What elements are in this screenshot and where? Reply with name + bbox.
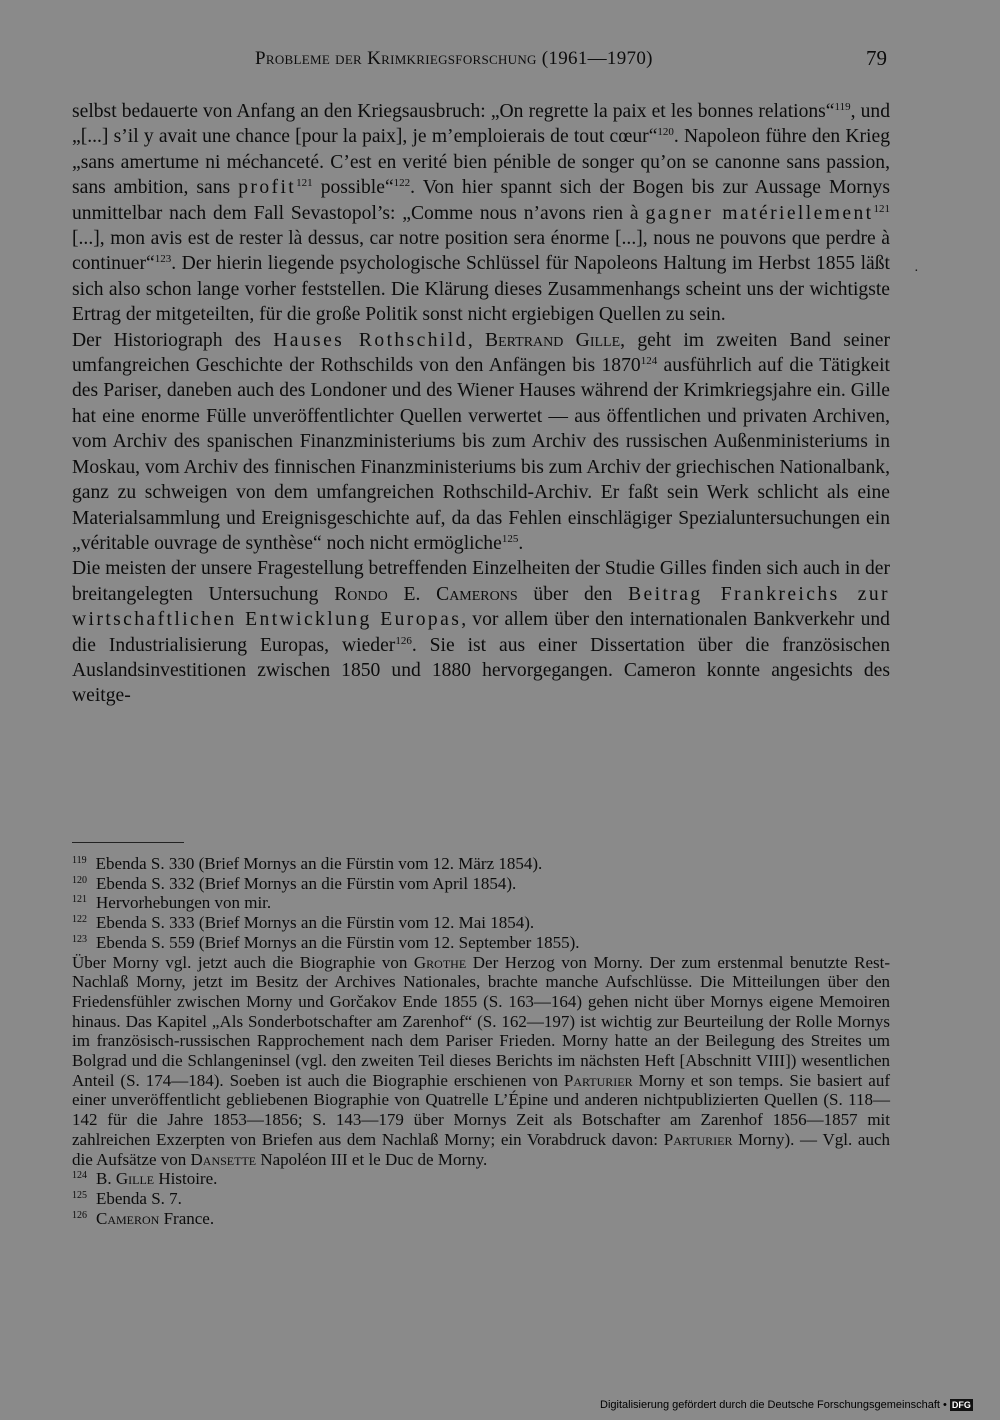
text-run: possible“ — [312, 177, 394, 199]
paragraph-2 — [72, 328, 890, 557]
emphasized-text: Beitrag Frankreichs zur wirtschaftlichen Entwicklung Europas — [72, 583, 890, 631]
footnote-124 — [72, 1169, 890, 1189]
footnote-text: Histoire. — [154, 1169, 218, 1189]
author-name: Parturier — [563, 1070, 633, 1090]
footnote-text: Morny). — Vgl. auch die Aufsätze von — [72, 1129, 890, 1169]
author-name: Cameron — [96, 1208, 160, 1228]
margin-mark: · — [914, 264, 919, 279]
digitization-credit — [600, 1399, 973, 1411]
footnote-number: 121 — [72, 894, 87, 906]
paragraph-1 — [72, 99, 890, 328]
text-run: . — [518, 532, 524, 554]
footnote-119 — [72, 854, 890, 874]
text-run: . Von hier spannt sich der Bogen bis zur Aussage Mornys unmittelbar nach dem Fall Sevastopol’s: „Comme nous n’avons rien à — [72, 177, 890, 224]
footnote-ref[interactable]: 124 — [640, 355, 658, 368]
footnote-text: Ebenda S. 333 (Brief Mornys an die Fürstin vom 12. Mai 1854). — [96, 913, 535, 933]
text-run: ausführlich auf die Tätigkeit des Pariser, daneben auch des Londoner und des Wiener Hauses während der Krimkriegsjahre ein. Gille hat eine enorme Fülle unveröffentlichter Quellen verwertet — aus öffentlichen und privaten Archiven, vom Archiv des spanischen Finanzministeriums bis zum Archiv des russischen Außenministeriums in Moskau, vom Archiv des finnischen Finanzministeriums bis zum Archiv der griechischen Nationalbank, ganz zu schweigen von dem umfangreichen Rothschild-Archiv. Er faßt sein Werk schlicht als eine Materialsammlung und Ereignisgeschichte auf, da das Fehlen einschlägiger Spezialuntersuchungen ein „véritable ouvrage de synthèse“ noch nicht ermögliche — [72, 355, 890, 554]
author-name: Parturier — [663, 1129, 733, 1149]
text-run: . Sie ist aus einer Dissertation über die französischen Auslandsinvestitionen zwischen 1850 und 1880 hervorgegangen. Cameron konnte angesichts des weitge- — [72, 634, 890, 707]
footnote-122 — [72, 913, 890, 933]
text-run: , geht im zweiten Band seiner umfangreichen Geschichte der Rothschilds von den Anfängen bis 1870 — [72, 329, 890, 377]
footnote-126 — [72, 1209, 890, 1229]
text-run: Der Historiograph des — [72, 329, 274, 351]
footnote-number: 125 — [72, 1189, 87, 1201]
footnote-divider — [72, 842, 184, 843]
footnote-number: 122 — [72, 914, 87, 926]
footnote-number: 123 — [72, 933, 87, 945]
author-name: Grothe — [413, 952, 467, 972]
footnote-text: Morny et son temps. Sie basiert auf einer unveröffentlicht gebliebenen Biographie von Quatrelle L’Épine und anderen nichtpublizierten Quellen (S. 118—142 für die Jahre 1853—1856; S. 143—179 über Mornys Zeit als Botschafter am Zarenhof 1856—1857 mit zahlreichen Exzerpten von Briefen aus dem Nachlaß Morny; ein Vorabdruck davon: — [72, 1070, 890, 1149]
footnote-120 — [72, 874, 890, 894]
emphasized-text: Hauses Rothschild — [273, 329, 468, 351]
footnote-121 — [72, 893, 890, 913]
page-number: 79 — [866, 46, 887, 70]
author-name: Dansette — [190, 1149, 257, 1169]
emphasized-text: profit — [238, 177, 297, 199]
text-run: , — [467, 329, 486, 351]
text-run: , vor allem über den internationalen Bankverkehr und die Industrialisierung Europas, wieder — [72, 609, 890, 656]
paragraph-3 — [72, 556, 890, 708]
footnote-number: 119 — [72, 855, 87, 866]
footnote-text: Ebenda S. 330 (Brief Mornys an die Fürstin vom 12. März 1854). — [95, 854, 543, 873]
text-run: . Napoleon führe den Krieg „sans amertume ni méchanceté. C’est en verité bien pénible de songer qu’on se canonne sans passion, sans ambition, sans — [72, 126, 890, 199]
emphasized-text: gagner matériellement — [645, 202, 874, 224]
footnote-text: France. — [159, 1208, 215, 1228]
footnote-ref[interactable]: 119 — [834, 101, 851, 113]
footnote-text: Über Morny vgl. jetzt auch die Biographie von — [72, 952, 414, 972]
page-header: Probleme der Krimkriegsforschung (1961—1970) — [255, 48, 653, 69]
main-text — [72, 99, 890, 709]
footnotes — [72, 854, 890, 1228]
text-run: . Der hierin liegende psychologische Schlüssel für Napoleons Haltung im Herbst 1855 läßt sich also schon lange vorher feststellen. Die Klärung dieses Zusammenhangs scheint uns der wichtigste Ertrag der mitgeteilten, für die große Politik sonst nicht ergiebigen Quellen zu sein. — [72, 253, 890, 326]
footnote-number: 124 — [72, 1170, 87, 1182]
author-name: B. Gille — [96, 1169, 155, 1189]
footnote-text: Ebenda S. 559 (Brief Mornys an die Fürstin vom 12. September 1855). — [96, 932, 580, 952]
credit-text: Digitalisierung gefördert durch die Deutsche Forschungsgemeinschaft • — [600, 1399, 947, 1411]
footnote-number: 120 — [72, 874, 87, 886]
text-run: Die meisten der unsere Fragestellung betreffenden Einzelheiten der Studie Gilles finden sich auch in der breitangelegten Untersuchung — [72, 558, 890, 605]
footnote-text: Hervorhebungen von mir. — [96, 893, 272, 913]
footnote-125 — [72, 1189, 890, 1209]
author-name: Bertrand Gille — [485, 329, 621, 351]
text-run: , und „[...] s’il y avait une chance [pour la paix], je m’emploierais de tout cœur“ — [72, 101, 891, 148]
footnote-ref[interactable]: 123 — [154, 253, 172, 266]
footnote-ref[interactable]: 121 — [873, 202, 890, 215]
footnote-text: Ebenda S. 332 (Brief Mornys an die Fürstin vom April 1854). — [96, 873, 517, 893]
text-run: selbst bedauerte von Anfang an den Kriegsausbruch: „On regrette la paix et les bonnes relations“ — [72, 101, 835, 122]
footnote-ref[interactable]: 120 — [657, 126, 674, 139]
footnote-ref[interactable]: 126 — [395, 634, 412, 647]
text-run: über den — [517, 583, 629, 605]
footnote-text: Ebenda S. 7. — [96, 1188, 182, 1208]
dfg-logo-icon: DFG — [951, 1400, 971, 1410]
footnote-ref[interactable]: 121 — [296, 177, 313, 190]
footnote-ref[interactable]: 122 — [393, 177, 411, 190]
text-run: [...], mon avis est de rester là dessus, car notre position sera énorme [...], nous ne pouvons que perdre à continuer“ — [72, 228, 890, 275]
author-name: Rondo E. Camerons — [334, 583, 518, 605]
footnote-123 — [72, 933, 890, 953]
footnote-123-continuation — [72, 953, 890, 1170]
footnote-ref[interactable]: 125 — [501, 532, 519, 545]
footnote-text: Der Herzog von Morny. Der zum erstenmal benutzte Rest-Nachlaß Morny, jetzt im Besitz der Archives Nationales, brachte manche Aufschlüsse. Die Mitteilungen über den Friedensfühler zwischen Morny und Gorčakov Ende 1855 (S. 163—164) gehen nicht über Mornys eigene Memoiren hinaus. Das Kapitel „Als Sonderbotschafter am Zarenhof“ (S. 162—197) ist wichtig zur Beurteilung der Rolle Mornys im französisch-russischen Rapprochement nach dem Pariser Frieden. Morny hatte an der Beilegung des Streites um Bolgrad und die Schlangeninsel (vgl. den zweiten Teil dieses Berichts im nächsten Heft [Abschnitt VIII]) wesentlichen Anteil (S. 174—184). Soeben ist auch die Biographie erschienen von — [72, 952, 890, 1090]
footnote-text: Napoléon III et le Duc de Morny. — [256, 1149, 488, 1169]
footnote-number: 126 — [72, 1209, 87, 1221]
